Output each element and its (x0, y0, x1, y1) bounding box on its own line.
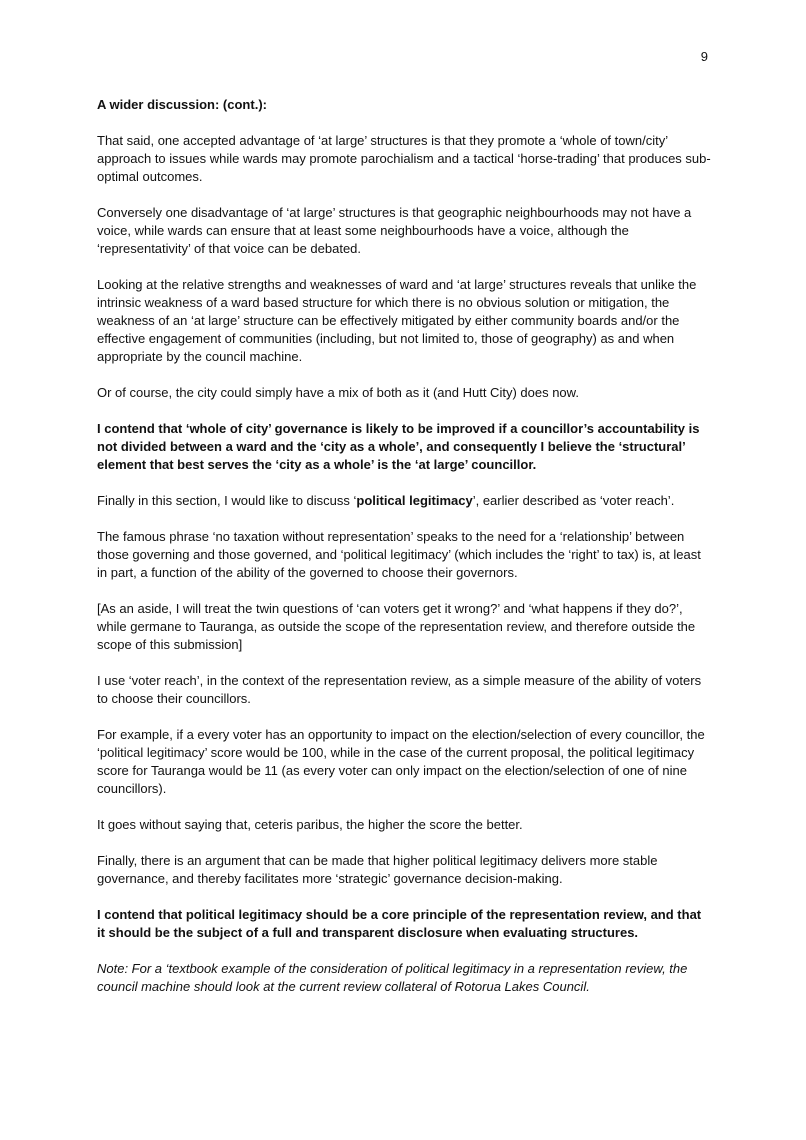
paragraph-voter-reach: I use ‘voter reach’, in the context of the representation review, as a simple measure of the ability of voters to choose their councillors. (97, 673, 702, 706)
paragraph-ceteris-paribus: It goes without saying that, ceteris paribus, the higher the score the better. (97, 817, 523, 832)
intro-text-before: Finally in this section, I would like to discuss ‘ (97, 493, 357, 508)
paragraph-at-large-advantage: That said, one accepted advantage of ‘at large’ structures is that they promote a ‘whole of town/city’ approach to issues while wards may promote parochialism and a tactical ‘horse-trading’ that produces sub-optimal outcomes. (97, 133, 711, 184)
paragraph-taxation-phrase: The famous phrase ‘no taxation without representation’ speaks to the need for a ‘relationship’ between those governing and those governed, and ‘political legitimacy’ (which includes the ‘right’ to tax) is, at least in part, a function of the ability of the governed to choose their governors. (97, 529, 701, 580)
paragraph-strengths-weaknesses: Looking at the relative strengths and weaknesses of ward and ‘at large’ structures reveals that unlike the intrinsic weakness of a ward based structure for which there is no obvious solution or mitigation, the weakness of an ‘at large’ structure can be effectively mitigated by either community boards and/or the effective engagement of communities (including, but not limited to, those of geography) as and when appropriate by the council machine. (97, 277, 697, 364)
intro-text-after: ’, earlier described as ‘voter reach’. (472, 493, 675, 508)
political-legitimacy-term: political legitimacy (356, 493, 473, 508)
paragraph-aside: [As an aside, I will treat the twin questions of ‘can voters get it wrong?’ and ‘what happens if they do?’, while germane to Tauranga, as outside the scope of the representation review, and therefore outside the scope of this submission] (97, 601, 696, 652)
page-number: 9 (700, 49, 708, 64)
contention-political-legitimacy: I contend that political legitimacy should be a core principle of the representation review, and that it should be the subject of a full and transparent disclosure when evaluating structures. (97, 907, 702, 940)
contention-whole-of-city: I contend that ‘whole of city’ governance is likely to be improved if a councillor’s accountability is not divided between a ward and the ‘city as a whole’, and consequently I believe the ‘structural’ element that best serves the ‘city as a whole’ is the ‘at large’ councillor. (97, 421, 700, 472)
note-rotorua: Note: For a ‘textbook example of the consideration of political legitimacy in a representation review, the council machine should look at the current review collateral of Rotorua Lakes Council. (97, 961, 688, 994)
paragraph-mix-of-both: Or of course, the city could simply have a mix of both as it (and Hutt City) does now. (97, 385, 579, 400)
document-body (97, 96, 712, 1014)
paragraph-stable-governance: Finally, there is an argument that can be made that higher political legitimacy delivers more stable governance, and thereby facilitates more ‘strategic’ governance decision-making. (97, 853, 658, 886)
section-heading: A wider discussion: (cont.): (97, 97, 267, 112)
paragraph-at-large-disadvantage: Conversely one disadvantage of ‘at large’ structures is that geographic neighbourhoods may not have a voice, while wards can ensure that at least some neighbourhoods have a voice, although the ‘representativity’ of that voice can be debated. (97, 205, 692, 256)
paragraph-political-legitimacy-intro (97, 492, 712, 510)
paragraph-example-score: For example, if a every voter has an opportunity to impact on the election/selection of every councillor, the ‘political legitimacy’ score would be 100, while in the case of the current proposal, the political legitimacy score for Tauranga would be 11 (as every voter can only impact on the election/selection of one of nine councillors). (97, 727, 705, 796)
